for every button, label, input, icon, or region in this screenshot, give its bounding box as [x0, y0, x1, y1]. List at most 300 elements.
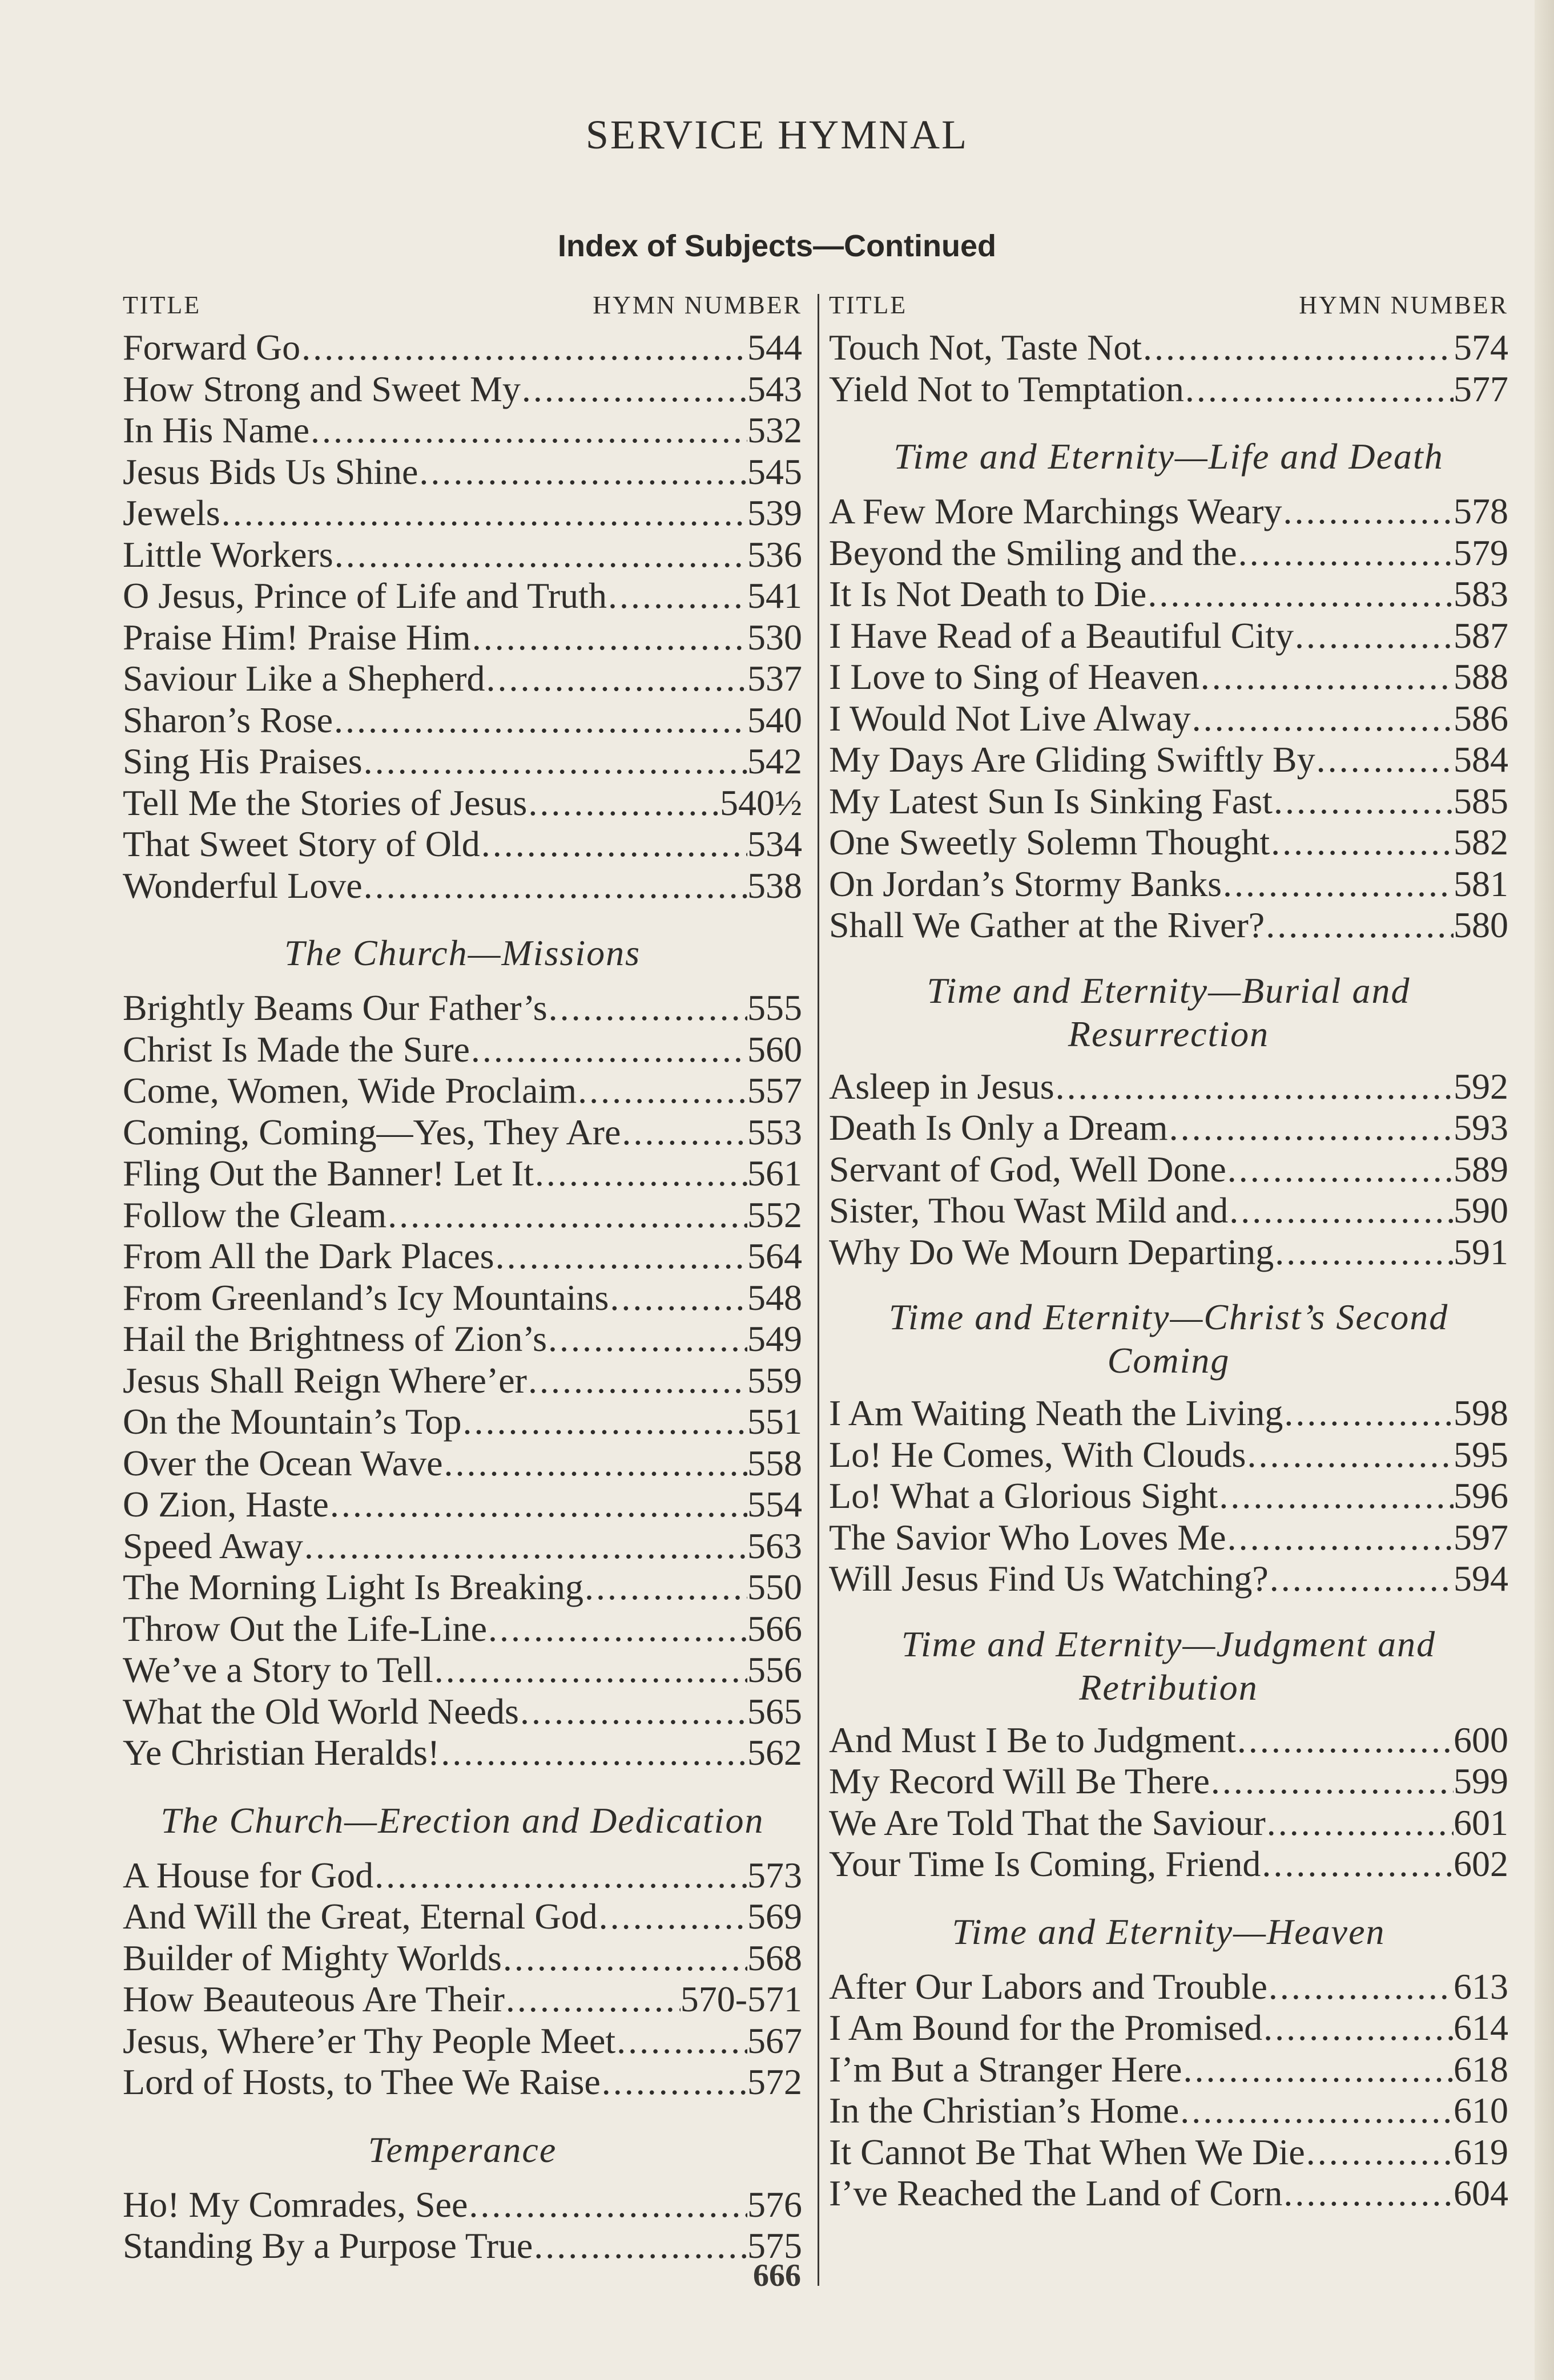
index-entry — [829, 2132, 1508, 2173]
index-entry — [123, 658, 802, 700]
index-entry — [123, 1277, 802, 1319]
index-entry — [829, 1232, 1508, 1273]
index-entry — [123, 824, 802, 865]
hymn-number: 568 — [747, 1937, 802, 1978]
hymn-number: 541 — [747, 575, 802, 616]
left-sections — [123, 327, 802, 2267]
index-entry — [829, 327, 1508, 369]
index-entry — [829, 1844, 1508, 1885]
hymn-number: 570-571 — [680, 1979, 802, 2019]
dot-leader — [1265, 905, 1454, 946]
dot-leader — [333, 534, 747, 576]
dot-leader — [1142, 327, 1454, 369]
hymn-number: 561 — [747, 1153, 802, 1193]
hymn-title: Jewels — [123, 493, 220, 533]
hymn-number: 587 — [1454, 615, 1508, 656]
index-entry — [123, 451, 802, 493]
dot-leader — [519, 1691, 747, 1733]
dot-leader — [471, 617, 747, 659]
hymn-title: From All the Dark Places — [123, 1236, 494, 1276]
hymn-title: From Greenland’s Icy Mountains — [123, 1277, 609, 1318]
index-entry — [123, 1526, 802, 1567]
hymn-title: Tell Me the Stories of Jesus — [123, 782, 528, 823]
hymn-title: Servant of God, Well Done — [829, 1148, 1226, 1189]
index-entry — [123, 1195, 802, 1236]
dot-leader — [309, 410, 747, 451]
dot-leader — [487, 1608, 747, 1650]
hymn-title: Saviour Like a Shepherd — [123, 658, 485, 699]
hymn-title: I Have Read of a Beautiful City — [829, 615, 1294, 656]
section-heading-line: Time and Eternity—Judgment and — [901, 1623, 1436, 1664]
index-entry — [123, 1979, 802, 2020]
index-entry — [829, 2090, 1508, 2132]
index-entry — [123, 1732, 802, 1774]
section-heading: The Church—Missions — [284, 933, 641, 973]
index-entry — [829, 905, 1508, 946]
hymn-title: In His Name — [123, 410, 310, 450]
hymn-number: 575 — [747, 2225, 802, 2266]
page-number: 666 — [753, 2258, 801, 2293]
hymn-number: 618 — [1454, 2048, 1508, 2089]
index-entry — [829, 491, 1508, 533]
dot-leader — [387, 1195, 747, 1236]
hymn-number: 595 — [1454, 1434, 1508, 1475]
hymn-title: A House for God — [123, 1854, 374, 1895]
index-entry — [829, 739, 1508, 781]
section-heading-line: Time and Eternity—Life and Death — [893, 436, 1444, 477]
dot-leader — [598, 1896, 747, 1938]
dot-leader — [609, 1277, 747, 1319]
dot-leader — [502, 1938, 747, 1979]
dot-leader — [527, 1360, 747, 1402]
hymn-title: On the Mountain’s Top — [123, 1401, 462, 1442]
index-entry — [829, 1761, 1508, 1802]
hymn-number: 600 — [1454, 1719, 1508, 1760]
hymn-title: Hail the Brightness of Zion’s — [123, 1318, 547, 1359]
index-entry — [829, 1558, 1508, 1600]
index-title: Index of Subjects—Continued — [557, 229, 997, 263]
section-heading — [829, 1910, 1508, 1954]
index-entry — [123, 327, 802, 369]
hymn-number: 552 — [747, 1194, 802, 1235]
dot-leader — [1210, 1761, 1454, 1802]
hymn-number: 565 — [747, 1691, 802, 1732]
hymn-title: It Is Not Death to Die — [829, 574, 1147, 614]
hymn-number-column-label: HYMN NUMBER — [593, 291, 802, 319]
dot-leader — [300, 327, 747, 369]
hymn-title: Sing His Praises — [123, 741, 363, 781]
dot-leader — [1261, 1844, 1454, 1885]
index-entry — [123, 1236, 802, 1277]
dot-leader — [1267, 1966, 1454, 2008]
hymn-number: 590 — [1454, 1190, 1508, 1231]
hymn-title: I Love to Sing of Heaven — [829, 656, 1199, 697]
hymn-number: 567 — [747, 2020, 802, 2061]
hymn-title: Shall We Gather at the River? — [829, 905, 1265, 945]
index-entry — [123, 1484, 802, 1526]
dot-leader — [1222, 864, 1454, 905]
index-entry — [123, 1938, 802, 1979]
hymn-number: 584 — [1454, 739, 1508, 780]
index-entry — [829, 533, 1508, 574]
index-entry — [123, 741, 802, 782]
hymn-number: 539 — [747, 493, 802, 533]
hymn-number: 572 — [747, 2062, 802, 2102]
hymn-number: 585 — [1454, 780, 1508, 821]
dot-leader — [494, 1236, 747, 1277]
section-heading-line: Retribution — [1079, 1667, 1258, 1708]
index-entry — [123, 782, 802, 824]
dot-leader — [1269, 1558, 1454, 1600]
hymn-number: 540 — [747, 699, 802, 740]
hymn-title: Your Time Is Coming, Friend — [829, 1844, 1261, 1884]
hymn-number: 582 — [1454, 822, 1508, 862]
hymn-number: 591 — [1454, 1231, 1508, 1272]
hymn-title: Forward Go — [123, 327, 301, 368]
index-entry — [123, 493, 802, 534]
dot-leader — [1282, 2173, 1454, 2214]
hymn-title: In the Christian’s Home — [829, 2090, 1179, 2131]
hymn-number: 530 — [747, 616, 802, 657]
hymn-number: 549 — [747, 1318, 802, 1359]
index-entry — [829, 1393, 1508, 1434]
hymn-number: 551 — [747, 1401, 802, 1442]
index-entry — [829, 1149, 1508, 1191]
hymn-title: Yield Not to Temptation — [829, 368, 1184, 409]
hymn-number: 558 — [747, 1442, 802, 1483]
hymn-number: 543 — [747, 368, 802, 409]
hymn-number: 532 — [747, 410, 802, 450]
hymn-title: Christ Is Made the Sure — [123, 1028, 470, 1070]
section-heading: The Church—Erection and Dedication — [160, 1800, 764, 1841]
hymn-title: One Sweetly Solemn Thought — [829, 822, 1270, 862]
hymn-title: It Cannot Be That When We Die — [829, 2131, 1305, 2172]
index-entry — [123, 2020, 802, 2062]
dot-leader — [1199, 656, 1454, 698]
hymn-number: 581 — [1454, 863, 1508, 904]
index-entry — [829, 1720, 1508, 1761]
hymn-number: 596 — [1454, 1475, 1508, 1516]
hymn-number: 598 — [1454, 1393, 1508, 1433]
dot-leader — [418, 451, 747, 493]
dot-leader — [440, 1732, 747, 1774]
index-entry — [123, 575, 802, 617]
dot-leader — [1179, 2090, 1454, 2132]
hymn-number: 538 — [747, 865, 802, 906]
title-column-label: TITLE — [829, 291, 908, 319]
page-edge — [1535, 0, 1554, 2380]
index-entry — [829, 2007, 1508, 2049]
dot-leader — [607, 575, 747, 617]
running-head: SERVICE HYMNAL — [585, 112, 969, 158]
hymn-number: 614 — [1454, 2007, 1508, 2048]
hymn-title: Lo! What a Glorious Sight — [829, 1475, 1218, 1516]
dot-leader — [547, 987, 747, 1029]
hymn-title: Jesus, Where’er Thy People Meet — [123, 2020, 616, 2061]
hymn-title: Brightly Beams Our Father’s — [123, 987, 547, 1028]
index-entry — [829, 1475, 1508, 1517]
index-entry — [829, 369, 1508, 410]
dot-leader — [1191, 698, 1454, 740]
hymn-number: 548 — [747, 1277, 802, 1318]
dot-leader — [601, 2062, 747, 2103]
index-entry — [829, 822, 1508, 864]
hymn-number: 569 — [747, 1896, 802, 1937]
index-entry — [123, 1896, 802, 1938]
hymn-number: 602 — [1454, 1844, 1508, 1884]
dot-leader — [468, 2184, 747, 2226]
hymn-title: On Jordan’s Stormy Banks — [829, 863, 1222, 904]
hymn-title: Beyond the Smiling and the — [829, 532, 1237, 573]
hymn-number: 594 — [1454, 1558, 1508, 1599]
dot-leader — [363, 741, 747, 782]
hymn-number: 592 — [1454, 1066, 1508, 1107]
column-divider — [818, 294, 819, 2286]
index-entry — [829, 1966, 1508, 2008]
index-entry — [829, 1066, 1508, 1108]
dot-leader — [1270, 822, 1454, 864]
dot-leader — [470, 1029, 747, 1071]
hymn-number: 536 — [747, 534, 802, 575]
dot-leader — [1226, 1517, 1454, 1559]
dot-leader — [527, 782, 720, 824]
hymn-number: 566 — [747, 1608, 802, 1649]
hymn-number: 537 — [747, 658, 802, 699]
hymn-title: Death Is Only a Dream — [829, 1107, 1168, 1148]
section-heading: Temperance — [368, 2129, 557, 2170]
hymn-title: What the Old World Needs — [123, 1691, 519, 1732]
section-heading — [829, 435, 1508, 478]
hymn-title: O Jesus, Prince of Life and Truth — [123, 575, 607, 616]
index-entry — [829, 1107, 1508, 1149]
right-sections — [829, 327, 1508, 2214]
index-entry — [829, 574, 1508, 615]
hymn-title: Throw Out the Life-Line — [123, 1608, 487, 1649]
dot-leader — [1237, 533, 1454, 574]
hymn-number: 557 — [747, 1070, 802, 1111]
index-entry — [123, 1318, 802, 1360]
index-entry — [829, 2173, 1508, 2214]
hymn-number: 534 — [747, 824, 802, 864]
dot-leader — [220, 493, 747, 534]
index-entry — [123, 617, 802, 659]
hymn-number: 593 — [1454, 1107, 1508, 1148]
dot-leader — [480, 824, 747, 865]
hymn-title: Lord of Hosts, to Thee We Raise — [123, 2062, 601, 2102]
hymn-number: 554 — [747, 1484, 802, 1524]
hymn-number: 578 — [1454, 491, 1508, 531]
hymn-title: Jesus Shall Reign Where’er — [123, 1360, 527, 1401]
dot-leader — [1282, 491, 1454, 533]
left-column — [123, 288, 802, 2267]
hymn-title: We Are Told That the Saviour — [829, 1802, 1266, 1843]
index-entry — [123, 2062, 802, 2103]
hymn-number: 613 — [1454, 1966, 1508, 2007]
hymn-title: The Morning Light Is Breaking — [123, 1567, 583, 1607]
hymn-title: Ye Christian Heralds! — [123, 1732, 440, 1773]
dot-leader — [577, 1070, 747, 1112]
index-entry — [123, 534, 802, 576]
dot-leader — [1283, 1393, 1454, 1434]
hymn-title: After Our Labors and Trouble — [829, 1966, 1267, 2007]
index-entry — [123, 1112, 802, 1153]
index-entry — [123, 1855, 802, 1897]
index-entry — [123, 1360, 802, 1402]
section-heading-line: Time and Eternity—Christ’s Second — [888, 1297, 1449, 1337]
index-entry — [123, 1153, 802, 1195]
hymn-title: Ho! My Comrades, See — [123, 2184, 468, 2225]
hymn-number: 579 — [1454, 532, 1508, 573]
hymn-number: 545 — [747, 451, 802, 492]
hymn-number: 601 — [1454, 1802, 1508, 1843]
hymn-title: I Am Bound for the Promised — [829, 2007, 1263, 2048]
hymn-number: 540½ — [720, 782, 802, 823]
hymn-title: My Days Are Gliding Swiftly By — [829, 739, 1315, 780]
dot-leader — [1273, 781, 1454, 822]
hymn-title: Fling Out the Banner! Let It — [123, 1153, 534, 1193]
hymn-title: O Zion, Haste — [123, 1484, 329, 1524]
hymn-title: My Latest Sun Is Sinking Fast — [829, 780, 1273, 821]
hymn-title: I Would Not Live Alway — [829, 697, 1191, 739]
dot-leader — [1262, 2007, 1454, 2049]
hymn-number: 564 — [747, 1236, 802, 1276]
hymn-title: Will Jesus Find Us Watching? — [829, 1558, 1269, 1599]
dot-leader — [1218, 1475, 1454, 1517]
section-heading-line: Resurrection — [1068, 1013, 1270, 1054]
dot-leader — [1236, 1720, 1454, 1761]
hymn-number: 562 — [747, 1732, 802, 1773]
index-entry — [123, 2184, 802, 2226]
index-entry — [123, 1443, 802, 1485]
dot-leader — [303, 1526, 747, 1567]
index-entry — [829, 615, 1508, 657]
index-entry — [829, 2049, 1508, 2091]
section-heading — [829, 969, 1508, 1056]
dot-leader — [521, 369, 747, 410]
hymn-title: Sharon’s Rose — [123, 699, 333, 740]
dot-leader — [1246, 1434, 1454, 1476]
hymn-title: I Am Waiting Neath the Living — [829, 1393, 1283, 1433]
index-entry — [123, 987, 802, 1029]
index-entry — [123, 700, 802, 741]
section-heading-line: Coming — [1107, 1340, 1230, 1381]
dot-leader — [433, 1649, 747, 1691]
hymn-title: We’ve a Story to Tell — [123, 1649, 433, 1690]
dot-leader — [1184, 369, 1454, 410]
hymn-number: 560 — [747, 1028, 802, 1070]
hymn-number: 544 — [747, 327, 802, 368]
index-entry — [829, 1190, 1508, 1232]
dot-leader — [1305, 2132, 1454, 2173]
left-column-header — [123, 288, 802, 322]
hymn-number: 610 — [1454, 2090, 1508, 2131]
index-entry — [123, 1029, 802, 1071]
hymn-title: Why Do We Mourn Departing — [829, 1231, 1274, 1272]
hymn-title: Standing By a Purpose True — [123, 2225, 533, 2266]
hymn-number: 563 — [747, 1525, 802, 1566]
dot-leader — [547, 1318, 747, 1360]
hymn-number: 604 — [1454, 2173, 1508, 2213]
dot-leader — [363, 865, 747, 907]
hymn-title: Builder of Mighty Worlds — [123, 1937, 502, 1978]
dot-leader — [1315, 739, 1454, 781]
hymn-number: 559 — [747, 1360, 802, 1401]
section-heading-line: Time and Eternity—Heaven — [952, 1911, 1386, 1952]
index-entry — [829, 1434, 1508, 1476]
index-entry — [829, 1517, 1508, 1559]
dot-leader — [1228, 1190, 1454, 1232]
dot-leader — [583, 1567, 747, 1608]
hymn-title: I’ve Reached the Land of Corn — [829, 2173, 1283, 2213]
index-entry — [123, 1608, 802, 1650]
dot-leader — [1182, 2049, 1454, 2091]
hymn-title: How Beauteous Are Their — [123, 1979, 505, 2019]
right-column — [829, 288, 1508, 2214]
hymn-title: That Sweet Story of Old — [123, 824, 480, 864]
section-heading-line: Time and Eternity—Burial and — [927, 970, 1411, 1011]
hymn-number: 553 — [747, 1111, 802, 1152]
title-column-label: TITLE — [123, 291, 202, 319]
hymn-title: Lo! He Comes, With Clouds — [829, 1434, 1246, 1475]
index-entry — [829, 656, 1508, 698]
hymn-title: Wonderful Love — [123, 865, 363, 906]
hymn-number: 573 — [747, 1854, 802, 1895]
index-entry — [123, 1649, 802, 1691]
dot-leader — [485, 658, 748, 700]
index-entry — [829, 1802, 1508, 1844]
hymn-number: 580 — [1454, 905, 1508, 945]
hymn-number: 583 — [1454, 574, 1508, 614]
index-entry — [829, 864, 1508, 905]
dot-leader — [1168, 1107, 1454, 1149]
right-column-header — [829, 288, 1508, 322]
hymn-title: And Must I Be to Judgment — [829, 1719, 1236, 1760]
hymn-number: 619 — [1454, 2131, 1508, 2172]
hymn-number: 599 — [1454, 1761, 1508, 1801]
hymn-title: Touch Not, Taste Not — [829, 327, 1142, 368]
hymn-number: 542 — [747, 741, 802, 781]
hymn-title: Follow the Gleam — [123, 1194, 387, 1235]
dot-leader — [443, 1443, 748, 1485]
hymn-title: Praise Him! Praise Him — [123, 616, 471, 657]
dot-leader — [1294, 615, 1454, 657]
hymn-number: 576 — [747, 2184, 802, 2225]
hymn-number: 550 — [747, 1567, 802, 1607]
index-entry — [123, 1567, 802, 1608]
dot-leader — [373, 1855, 747, 1897]
hymn-number: 589 — [1454, 1148, 1508, 1189]
hymn-title: Speed Away — [123, 1525, 303, 1566]
section-heading — [829, 1623, 1508, 1709]
hymn-title: How Strong and Sweet My — [123, 368, 521, 409]
index-entry — [829, 781, 1508, 822]
hymn-number: 555 — [747, 987, 802, 1028]
index-entry — [123, 1070, 802, 1112]
dot-leader — [534, 1153, 747, 1195]
dot-leader — [615, 2020, 747, 2062]
index-entry — [123, 410, 802, 451]
hymn-title: Jesus Bids Us Shine — [123, 451, 418, 492]
dot-leader — [1054, 1066, 1454, 1108]
hymn-title: A Few More Marchings Weary — [829, 491, 1282, 531]
dot-leader — [1226, 1149, 1454, 1191]
hymn-title: Asleep in Jesus — [829, 1066, 1054, 1107]
hymn-number: 577 — [1454, 368, 1508, 409]
dot-leader — [329, 1484, 747, 1526]
dot-leader — [621, 1112, 747, 1153]
hymn-number: 574 — [1454, 327, 1508, 368]
hymn-title: Come, Women, Wide Proclaim — [123, 1070, 577, 1111]
